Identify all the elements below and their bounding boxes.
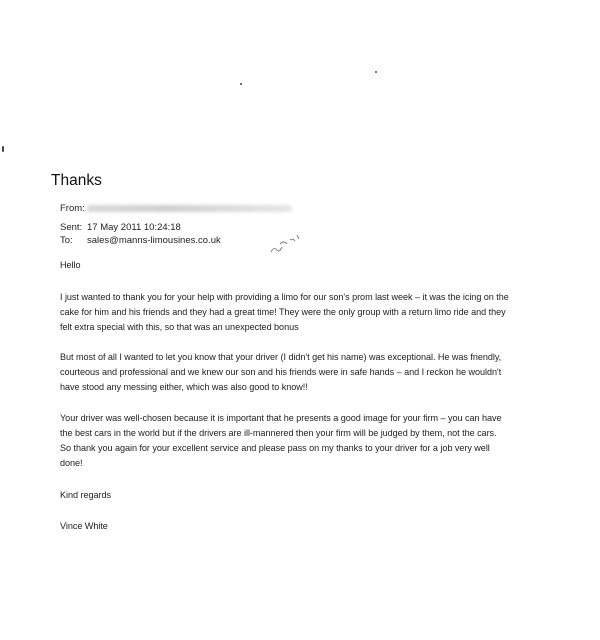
scan-speck: [240, 83, 242, 85]
sent-row: [60, 222, 181, 234]
to-label: To:: [60, 235, 73, 246]
paragraph-3: Your driver was well-chosen because it is important that he presents a good image for your firm – you can have the best cars in the world but if the drivers are ill-mannered then your firm will be judged by them, not the cars. So thank you again for your excellent service and please pass on my thanks to your driver for a job very well done!: [60, 413, 502, 468]
sent-label: Sent:: [60, 222, 83, 233]
scan-speck: [2, 146, 4, 152]
letter-title: Thanks: [51, 172, 102, 189]
redacted-sender: [87, 205, 292, 212]
scan-speck: [375, 71, 377, 73]
to-row: [60, 235, 221, 247]
from-label: From:: [60, 203, 85, 214]
closing: Kind regards: [60, 490, 111, 500]
paragraph-2: But most of all I wanted to let you know that your driver (I didn't get his name) was exceptional. He was friendly, courteous and professional and we knew our son and his friends were in safe hands – and I reckon he wouldn't have stood any messing either, which was also good to know!!: [60, 352, 502, 392]
signature: Vince White: [60, 521, 108, 531]
pen-mark: [266, 230, 306, 260]
sent-value: 17 May 2011 10:24:18: [87, 222, 181, 233]
greeting: Hello: [60, 260, 81, 270]
from-row: [60, 203, 292, 215]
paragraph-1: I just wanted to thank you for your help with providing a limo for our son's prom last week – it was the icing on the cake for him and his friends and they had a great time! They were the only group with a return limo ride and they felt extra special with this, so that was an unexpected bonus: [60, 292, 509, 332]
to-value: sales@manns-limousines.co.uk: [87, 235, 221, 246]
